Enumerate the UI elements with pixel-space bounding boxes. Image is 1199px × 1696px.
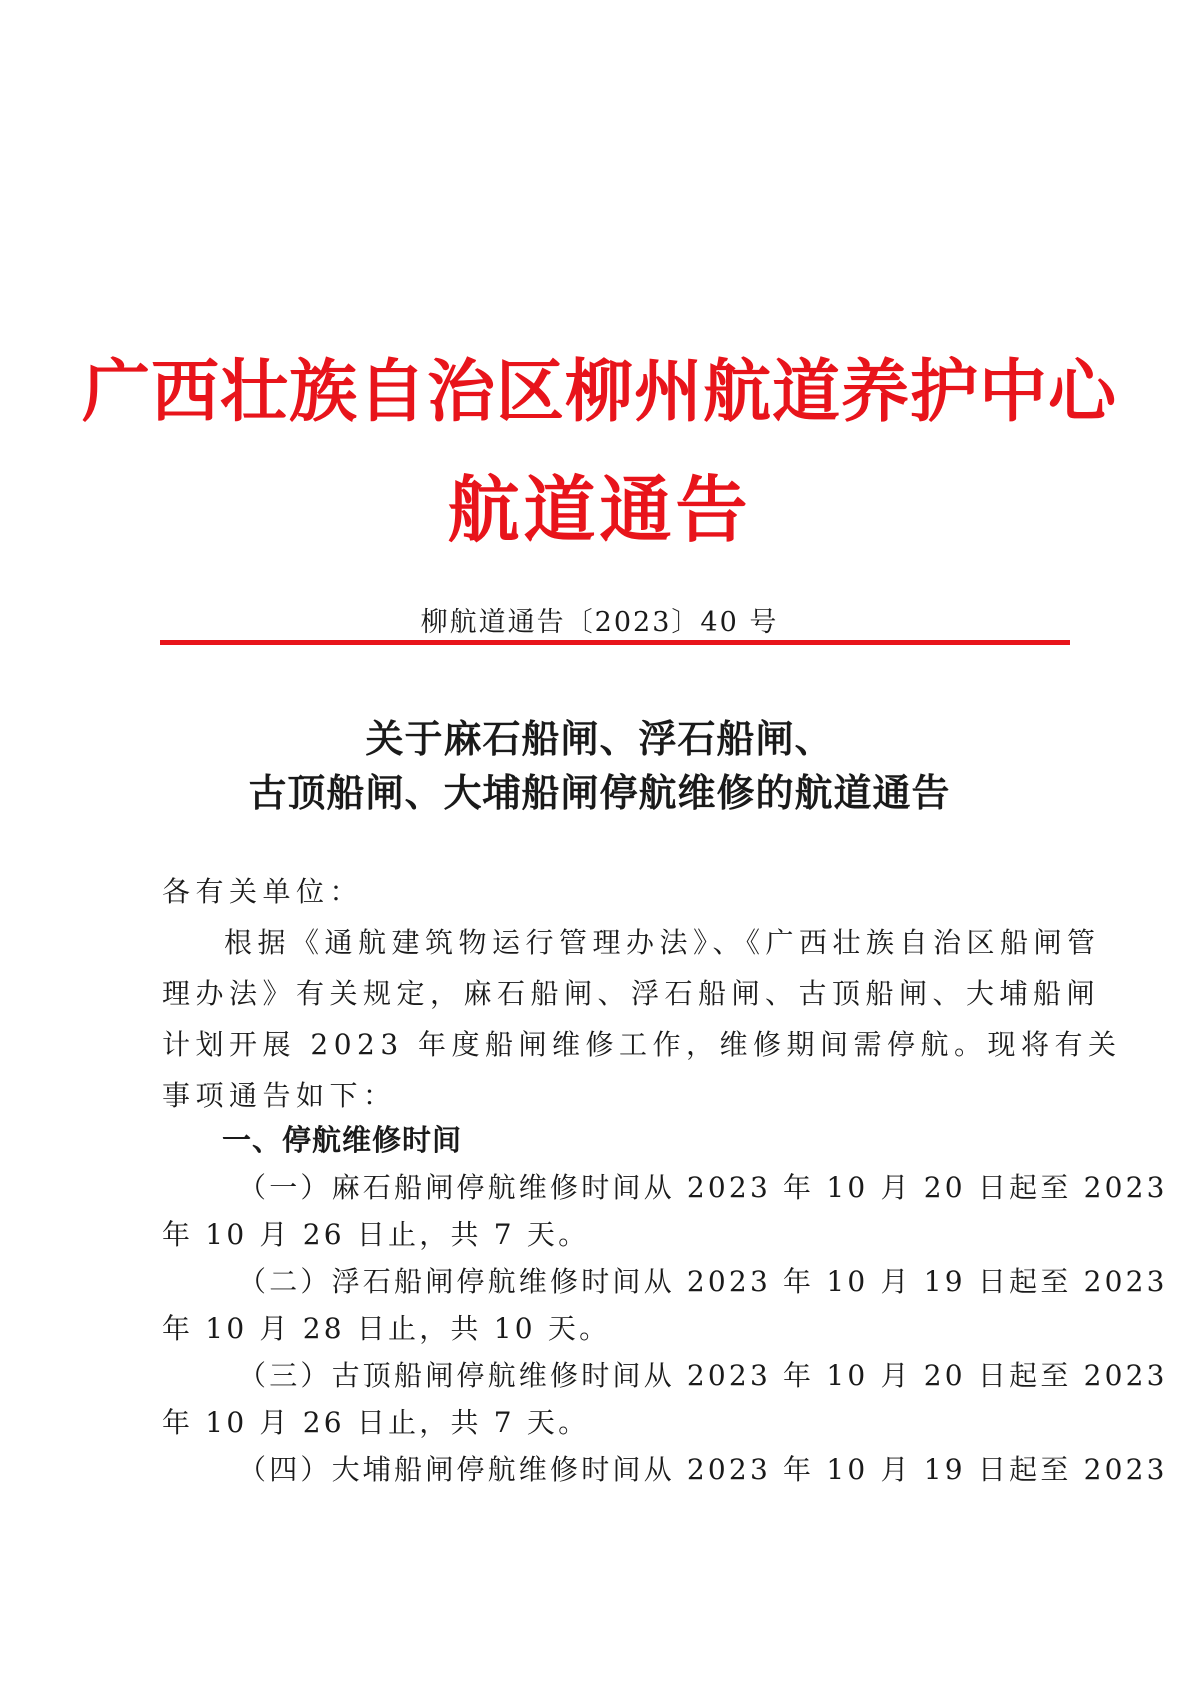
notice-title-line-1: 关于麻石船闸、浮石船闸、 xyxy=(365,716,834,761)
intro-paragraph-line: 事项通告如下： xyxy=(162,1079,397,1112)
notice-title-line-2: 古顶船闸、大埔船闸停航维修的航道通告 xyxy=(248,770,951,815)
item-3-line-1: （三）古顶船闸停航维修时间从 2023 年 10 月 20 日起至 2023 xyxy=(238,1359,1168,1392)
item-3-line-2: 年 10 月 26 日止，共 7 天。 xyxy=(162,1406,590,1439)
intro-paragraph-line: 计划开展 2023 年度船闸维修工作，维修期间需停航。现将有关 xyxy=(162,1028,1122,1061)
salutation xyxy=(162,866,1122,1121)
item-2-line-1: （二）浮石船闸停航维修时间从 2023 年 10 月 19 日起至 2023 xyxy=(238,1265,1168,1298)
section-heading-suspension-time: 一、停航维修时间 xyxy=(222,1123,463,1157)
item-1-line-2: 年 10 月 26 日止，共 7 天。 xyxy=(162,1218,590,1251)
item-1-line-1: （一）麻石船闸停航维修时间从 2023 年 10 月 20 日起至 2023 xyxy=(238,1171,1168,1204)
intro-paragraph-line: 理办法》有关规定，麻石船闸、浮石船闸、古顶船闸、大埔船闸 xyxy=(162,977,1101,1010)
red-divider-line xyxy=(160,640,1070,645)
issuing-organization-title: 广西壮族自治区柳州航道养护中心 xyxy=(81,352,1117,432)
item-2-line-2: 年 10 月 28 日止，共 10 天。 xyxy=(162,1312,611,1345)
intro-paragraph-line: 根据《通航建筑物运行管理办法》、《广西壮族自治区船闸管 xyxy=(224,926,1101,959)
salutation-text: 各有关单位： xyxy=(162,875,364,908)
notice-type-title: 航道通告 xyxy=(447,467,752,552)
document-number: 柳航道通告〔2023〕40 号 xyxy=(420,607,779,638)
item-4-line-1: （四）大埔船闸停航维修时间从 2023 年 10 月 19 日起至 2023 xyxy=(238,1453,1168,1486)
